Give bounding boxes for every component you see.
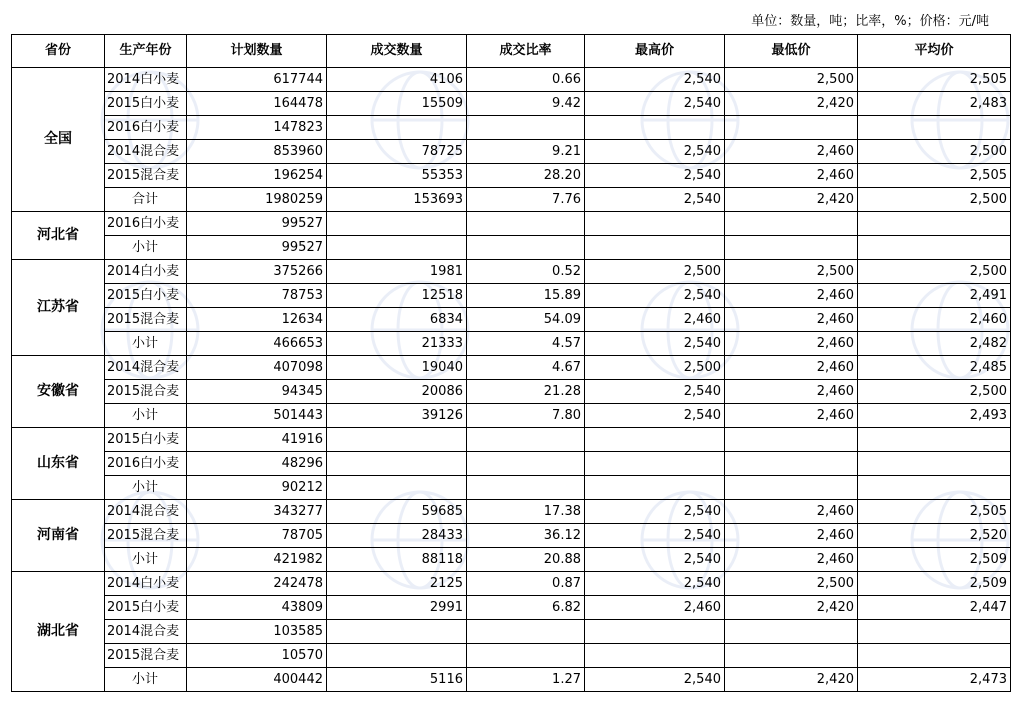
deal-cell: 5116 xyxy=(327,668,467,692)
table-row xyxy=(12,476,1011,500)
min-cell: 2,500 xyxy=(725,260,858,284)
table-row xyxy=(12,284,1011,308)
plan-cell: 501443 xyxy=(187,404,327,428)
table-row xyxy=(12,644,1011,668)
max-cell: 2,500 xyxy=(585,260,725,284)
province-cell: 湖北省 xyxy=(12,572,105,692)
table-row xyxy=(12,572,1011,596)
min-cell xyxy=(725,212,858,236)
year-cell: 2016白小麦 xyxy=(105,116,187,140)
min-cell: 2,460 xyxy=(725,500,858,524)
table-row xyxy=(12,404,1011,428)
ratio-cell xyxy=(467,644,585,668)
province-cell: 全国 xyxy=(12,68,105,212)
min-cell: 2,460 xyxy=(725,356,858,380)
min-cell: 2,460 xyxy=(725,404,858,428)
max-cell: 2,540 xyxy=(585,404,725,428)
ratio-cell: 7.80 xyxy=(467,404,585,428)
min-cell: 2,500 xyxy=(725,572,858,596)
plan-cell: 343277 xyxy=(187,500,327,524)
ratio-cell: 1.27 xyxy=(467,668,585,692)
min-cell xyxy=(725,452,858,476)
deal-cell xyxy=(327,476,467,500)
plan-cell: 1980259 xyxy=(187,188,327,212)
ratio-cell: 36.12 xyxy=(467,524,585,548)
deal-cell: 15509 xyxy=(327,92,467,116)
table-row xyxy=(12,92,1011,116)
header-province: 省份 xyxy=(12,35,105,68)
max-cell xyxy=(585,620,725,644)
deal-cell xyxy=(327,452,467,476)
deal-cell: 28433 xyxy=(327,524,467,548)
year-cell: 2015混合麦 xyxy=(105,524,187,548)
avg-cell: 2,491 xyxy=(858,284,1011,308)
ratio-cell: 9.42 xyxy=(467,92,585,116)
province-cell: 河南省 xyxy=(12,500,105,572)
max-cell: 2,500 xyxy=(585,356,725,380)
min-cell: 2,460 xyxy=(725,524,858,548)
ratio-cell: 21.28 xyxy=(467,380,585,404)
ratio-cell: 7.76 xyxy=(467,188,585,212)
avg-cell: 2,505 xyxy=(858,68,1011,92)
year-cell: 小计 xyxy=(105,548,187,572)
plan-cell: 94345 xyxy=(187,380,327,404)
year-cell: 2014混合麦 xyxy=(105,620,187,644)
deal-cell xyxy=(327,116,467,140)
plan-cell: 466653 xyxy=(187,332,327,356)
plan-cell: 99527 xyxy=(187,212,327,236)
plan-cell: 375266 xyxy=(187,260,327,284)
deal-cell xyxy=(327,620,467,644)
year-cell: 2015混合麦 xyxy=(105,308,187,332)
max-cell: 2,540 xyxy=(585,68,725,92)
year-cell: 2014白小麦 xyxy=(105,260,187,284)
ratio-cell: 4.57 xyxy=(467,332,585,356)
year-cell: 2015白小麦 xyxy=(105,428,187,452)
year-cell: 2016白小麦 xyxy=(105,452,187,476)
ratio-cell xyxy=(467,452,585,476)
table-row xyxy=(12,212,1011,236)
deal-cell: 59685 xyxy=(327,500,467,524)
ratio-cell: 15.89 xyxy=(467,284,585,308)
year-cell: 2014混合麦 xyxy=(105,140,187,164)
ratio-cell xyxy=(467,116,585,140)
min-cell xyxy=(725,428,858,452)
table-row xyxy=(12,308,1011,332)
min-cell: 2,460 xyxy=(725,548,858,572)
deal-cell: 6834 xyxy=(327,308,467,332)
max-cell xyxy=(585,452,725,476)
min-cell: 2,420 xyxy=(725,668,858,692)
avg-cell: 2,500 xyxy=(858,188,1011,212)
year-cell: 小计 xyxy=(105,404,187,428)
table-row xyxy=(12,164,1011,188)
min-cell xyxy=(725,620,858,644)
table-row xyxy=(12,356,1011,380)
header-ratio: 成交比率 xyxy=(467,35,585,68)
table-row xyxy=(12,500,1011,524)
year-cell: 小计 xyxy=(105,236,187,260)
year-cell: 2014混合麦 xyxy=(105,356,187,380)
max-cell: 2,540 xyxy=(585,140,725,164)
max-cell: 2,540 xyxy=(585,380,725,404)
avg-cell: 2,485 xyxy=(858,356,1011,380)
table-row xyxy=(12,452,1011,476)
header-min-price: 最低价 xyxy=(725,35,858,68)
year-cell: 2014混合麦 xyxy=(105,500,187,524)
deal-cell: 153693 xyxy=(327,188,467,212)
plan-cell: 41916 xyxy=(187,428,327,452)
unit-note: 单位：数量，吨；比率，%；价格：元/吨 xyxy=(751,14,989,29)
max-cell xyxy=(585,428,725,452)
plan-cell: 12634 xyxy=(187,308,327,332)
avg-cell: 2,500 xyxy=(858,380,1011,404)
avg-cell: 2,460 xyxy=(858,308,1011,332)
plan-cell: 10570 xyxy=(187,644,327,668)
deal-cell: 12518 xyxy=(327,284,467,308)
avg-cell: 2,483 xyxy=(858,92,1011,116)
min-cell: 2,460 xyxy=(725,308,858,332)
table-row xyxy=(12,68,1011,92)
table-row xyxy=(12,236,1011,260)
min-cell: 2,460 xyxy=(725,140,858,164)
province-cell: 江苏省 xyxy=(12,260,105,356)
header-plan: 计划数量 xyxy=(187,35,327,68)
ratio-cell: 0.52 xyxy=(467,260,585,284)
year-cell: 2015白小麦 xyxy=(105,92,187,116)
max-cell: 2,540 xyxy=(585,548,725,572)
header-year: 生产年份 xyxy=(105,35,187,68)
plan-cell: 99527 xyxy=(187,236,327,260)
plan-cell: 78705 xyxy=(187,524,327,548)
avg-cell: 2,500 xyxy=(858,260,1011,284)
table-body xyxy=(12,68,1011,692)
plan-cell: 421982 xyxy=(187,548,327,572)
max-cell: 2,540 xyxy=(585,332,725,356)
avg-cell: 2,520 xyxy=(858,524,1011,548)
max-cell: 2,540 xyxy=(585,164,725,188)
table-row xyxy=(12,596,1011,620)
header-row xyxy=(12,35,1011,68)
table-row xyxy=(12,188,1011,212)
min-cell xyxy=(725,116,858,140)
avg-cell: 2,509 xyxy=(858,572,1011,596)
min-cell: 2,460 xyxy=(725,380,858,404)
deal-cell: 39126 xyxy=(327,404,467,428)
table-row xyxy=(12,428,1011,452)
ratio-cell: 20.88 xyxy=(467,548,585,572)
deal-cell: 1981 xyxy=(327,260,467,284)
min-cell: 2,460 xyxy=(725,332,858,356)
max-cell xyxy=(585,116,725,140)
ratio-cell: 9.21 xyxy=(467,140,585,164)
plan-cell: 78753 xyxy=(187,284,327,308)
table-row xyxy=(12,548,1011,572)
avg-cell: 2,473 xyxy=(858,668,1011,692)
year-cell: 2014白小麦 xyxy=(105,68,187,92)
deal-cell: 2991 xyxy=(327,596,467,620)
plan-cell: 617744 xyxy=(187,68,327,92)
plan-cell: 90212 xyxy=(187,476,327,500)
table-row xyxy=(12,620,1011,644)
deal-cell xyxy=(327,644,467,668)
plan-cell: 43809 xyxy=(187,596,327,620)
max-cell: 2,540 xyxy=(585,572,725,596)
avg-cell xyxy=(858,476,1011,500)
deal-cell: 19040 xyxy=(327,356,467,380)
max-cell: 2,540 xyxy=(585,188,725,212)
year-cell: 2015混合麦 xyxy=(105,644,187,668)
avg-cell xyxy=(858,236,1011,260)
ratio-cell: 0.87 xyxy=(467,572,585,596)
min-cell xyxy=(725,236,858,260)
deal-cell: 4106 xyxy=(327,68,467,92)
header-max-price: 最高价 xyxy=(585,35,725,68)
max-cell xyxy=(585,212,725,236)
min-cell: 2,460 xyxy=(725,284,858,308)
table-row xyxy=(12,140,1011,164)
table-row xyxy=(12,668,1011,692)
max-cell xyxy=(585,476,725,500)
max-cell xyxy=(585,644,725,668)
table-container xyxy=(11,34,1010,692)
min-cell: 2,460 xyxy=(725,164,858,188)
deal-cell: 78725 xyxy=(327,140,467,164)
table-row xyxy=(12,332,1011,356)
deal-cell: 20086 xyxy=(327,380,467,404)
plan-cell: 242478 xyxy=(187,572,327,596)
ratio-cell: 0.66 xyxy=(467,68,585,92)
table-row xyxy=(12,260,1011,284)
header-deal: 成交数量 xyxy=(327,35,467,68)
year-cell: 小计 xyxy=(105,332,187,356)
max-cell: 2,540 xyxy=(585,284,725,308)
deal-cell: 2125 xyxy=(327,572,467,596)
plan-cell: 407098 xyxy=(187,356,327,380)
year-cell: 2015白小麦 xyxy=(105,284,187,308)
province-cell: 山东省 xyxy=(12,428,105,500)
max-cell: 2,540 xyxy=(585,524,725,548)
avg-cell xyxy=(858,644,1011,668)
max-cell: 2,540 xyxy=(585,500,725,524)
min-cell: 2,420 xyxy=(725,188,858,212)
deal-cell: 21333 xyxy=(327,332,467,356)
ratio-cell: 54.09 xyxy=(467,308,585,332)
avg-cell xyxy=(858,428,1011,452)
ratio-cell: 28.20 xyxy=(467,164,585,188)
year-cell: 2015混合麦 xyxy=(105,380,187,404)
ratio-cell xyxy=(467,476,585,500)
deal-cell: 88118 xyxy=(327,548,467,572)
avg-cell xyxy=(858,452,1011,476)
max-cell: 2,460 xyxy=(585,596,725,620)
min-cell: 2,500 xyxy=(725,68,858,92)
table-row xyxy=(12,524,1011,548)
avg-cell xyxy=(858,620,1011,644)
deal-cell: 55353 xyxy=(327,164,467,188)
deal-cell xyxy=(327,236,467,260)
year-cell: 2015白小麦 xyxy=(105,596,187,620)
ratio-cell xyxy=(467,620,585,644)
min-cell xyxy=(725,644,858,668)
avg-cell: 2,505 xyxy=(858,164,1011,188)
ratio-cell xyxy=(467,236,585,260)
plan-cell: 196254 xyxy=(187,164,327,188)
max-cell xyxy=(585,236,725,260)
plan-cell: 147823 xyxy=(187,116,327,140)
table-row xyxy=(12,380,1011,404)
avg-cell: 2,509 xyxy=(858,548,1011,572)
min-cell: 2,420 xyxy=(725,596,858,620)
avg-cell: 2,505 xyxy=(858,500,1011,524)
min-cell: 2,420 xyxy=(725,92,858,116)
year-cell: 2015混合麦 xyxy=(105,164,187,188)
plan-cell: 164478 xyxy=(187,92,327,116)
avg-cell: 2,447 xyxy=(858,596,1011,620)
table-row xyxy=(12,116,1011,140)
year-cell: 2014白小麦 xyxy=(105,572,187,596)
ratio-cell: 4.67 xyxy=(467,356,585,380)
deal-cell xyxy=(327,212,467,236)
deal-cell xyxy=(327,428,467,452)
year-cell: 小计 xyxy=(105,668,187,692)
max-cell: 2,460 xyxy=(585,308,725,332)
province-cell: 河北省 xyxy=(12,212,105,260)
ratio-cell: 17.38 xyxy=(467,500,585,524)
avg-cell: 2,500 xyxy=(858,140,1011,164)
province-cell: 安徽省 xyxy=(12,356,105,428)
plan-cell: 400442 xyxy=(187,668,327,692)
max-cell: 2,540 xyxy=(585,92,725,116)
min-cell xyxy=(725,476,858,500)
avg-cell xyxy=(858,116,1011,140)
year-cell: 小计 xyxy=(105,476,187,500)
header-avg-price: 平均价 xyxy=(858,35,1011,68)
avg-cell: 2,493 xyxy=(858,404,1011,428)
plan-cell: 103585 xyxy=(187,620,327,644)
year-cell: 2016白小麦 xyxy=(105,212,187,236)
ratio-cell xyxy=(467,428,585,452)
max-cell: 2,540 xyxy=(585,668,725,692)
ratio-cell: 6.82 xyxy=(467,596,585,620)
plan-cell: 853960 xyxy=(187,140,327,164)
grain-auction-table xyxy=(11,34,1011,692)
year-cell: 合计 xyxy=(105,188,187,212)
avg-cell: 2,482 xyxy=(858,332,1011,356)
avg-cell xyxy=(858,212,1011,236)
ratio-cell xyxy=(467,212,585,236)
plan-cell: 48296 xyxy=(187,452,327,476)
